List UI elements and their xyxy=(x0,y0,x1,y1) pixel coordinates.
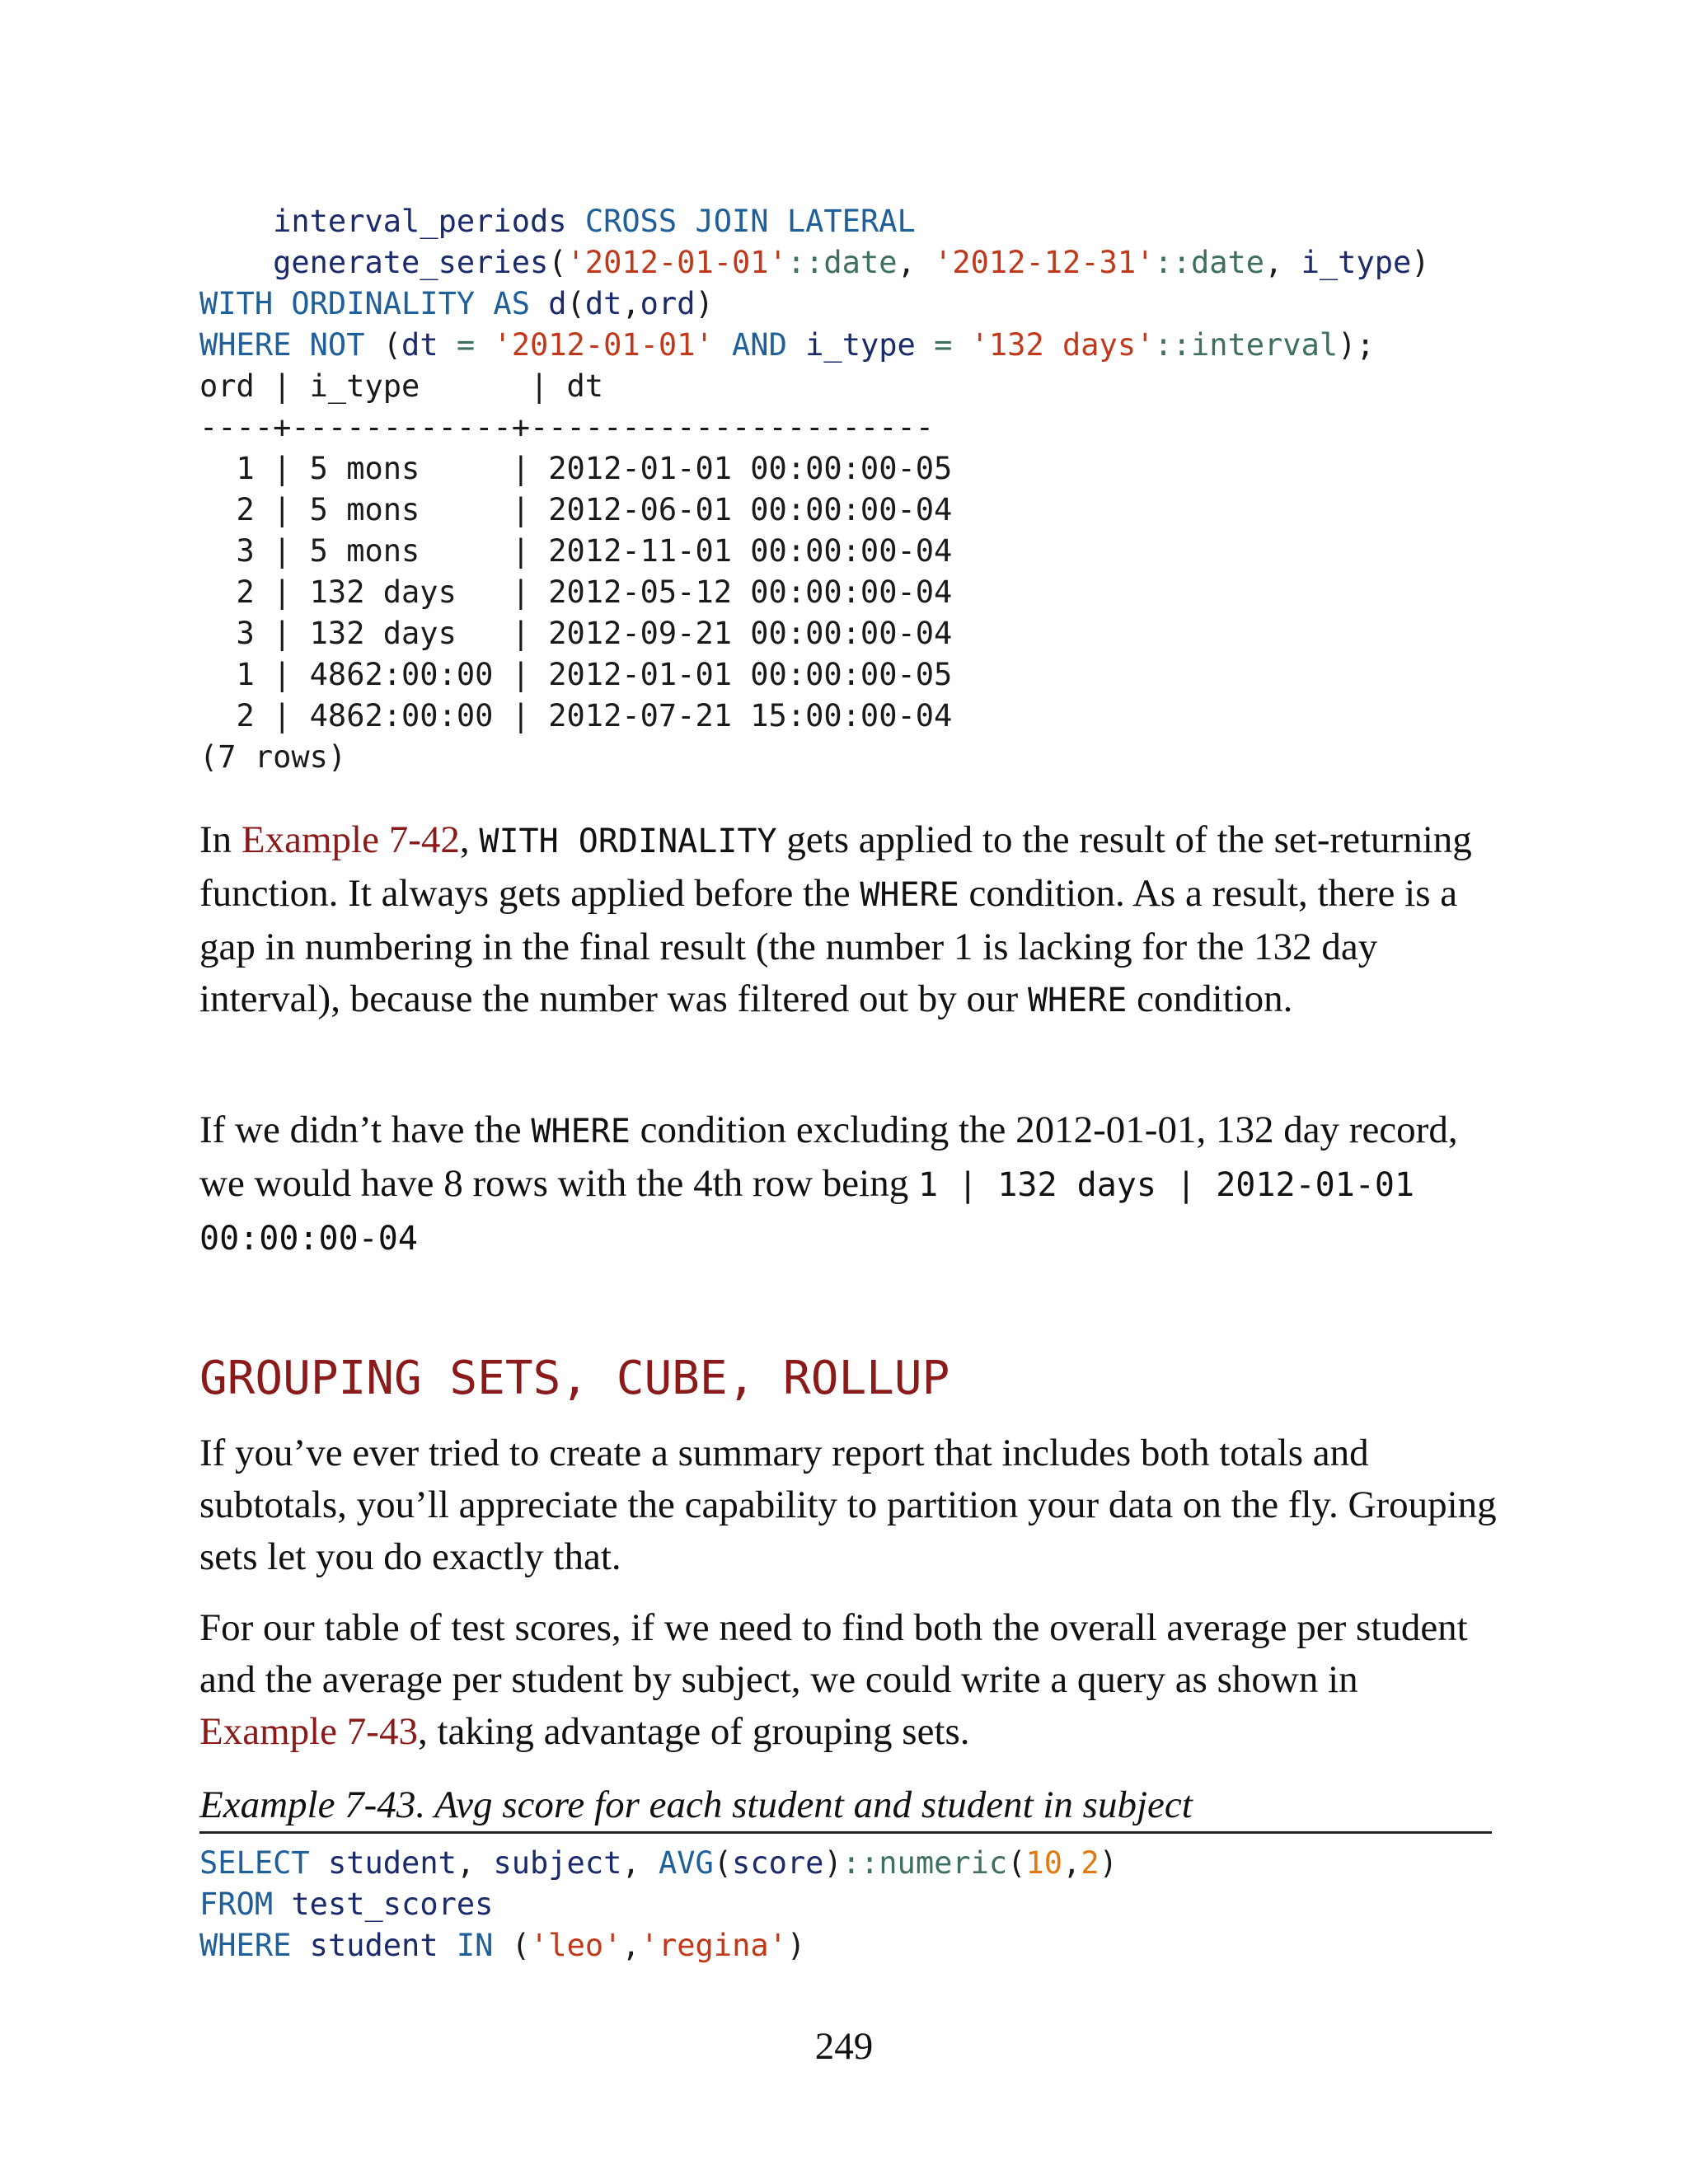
output-row: 2 | 4862:00:00 | 2012-07-21 15:00:00-04 xyxy=(199,698,953,733)
output-separator: ----+------------+---------------------- xyxy=(199,410,935,445)
example-7-43-link[interactable]: Example 7-43 xyxy=(199,1710,418,1753)
code-line: interval_periods CROSS JOIN LATERAL xyxy=(273,204,916,239)
code-line: WITH ORDINALITY AS d(dt,ord) xyxy=(199,286,714,321)
paragraph-ordinality: In Example 7-42, WITH ORDINALITY gets applied to the result of the set-returning function. It always gets applied before the WHERE condition. As a result, there is a gap in numbering in the final result (the number 1 is lacking for the 132 day interval), because the number was filtered out by our WHERE condition. xyxy=(199,818,1472,1020)
paragraph-where-condition: If we didn’t have the WHERE condition excluding the 2012-01-01, 132 day record, we would have 8 rows with the 4th row being 1 | 132 days | 2012-01-01 00:00:00-04 xyxy=(199,1108,1458,1258)
code-line: WHERE NOT (dt = '2012-01-01' AND i_type = '132 days'::interval); xyxy=(199,327,1375,363)
paragraph-test-scores: For our table of test scores, if we need to find both the overall average per student and the average per student by subject, we could write a query as shown in Example 7-43, taking advantage of grouping sets. xyxy=(199,1606,1468,1753)
output-row: 3 | 132 days | 2012-09-21 00:00:00-04 xyxy=(199,616,953,651)
code-line: SELECT student, subject, AVG(score)::numeric(10,2) xyxy=(199,1845,1118,1881)
output-row-count: (7 rows) xyxy=(199,739,347,775)
paragraph-summary-report: If you’ve ever tried to create a summary report that includes both totals and subtotals, you’ll appreciate the capability to partition your data on the fly. Grouping sets let you do exactly that. xyxy=(199,1432,1497,1578)
code-line: WHERE student IN ('leo','regina') xyxy=(199,1928,806,1963)
code-block-bottom xyxy=(199,1843,1118,1966)
code-line: generate_series('2012-01-01'::date, '2012-12-31'::date, i_type) xyxy=(273,245,1430,280)
page-number: 249 xyxy=(814,2025,874,2068)
code-line: FROM test_scores xyxy=(199,1886,494,1922)
example-caption: Example 7-43. Avg score for each student and student in subject xyxy=(199,1780,1492,1834)
output-row: 2 | 132 days | 2012-05-12 00:00:00-04 xyxy=(199,574,953,610)
output-row: 1 | 5 mons | 2012-01-01 00:00:00-05 xyxy=(199,451,953,486)
output-row: 3 | 5 mons | 2012-11-01 00:00:00-04 xyxy=(199,533,953,569)
output-row: 2 | 5 mons | 2012-06-01 00:00:00-04 xyxy=(199,492,953,527)
output-header: ord | i_type | dt xyxy=(199,368,604,404)
section-heading: GROUPING SETS, CUBE, ROLLUP xyxy=(199,1352,950,1405)
code-block-top xyxy=(199,201,1430,778)
example-7-42-link[interactable]: Example 7-42 xyxy=(241,818,460,861)
output-row: 1 | 4862:00:00 | 2012-01-01 00:00:00-05 xyxy=(199,657,953,692)
